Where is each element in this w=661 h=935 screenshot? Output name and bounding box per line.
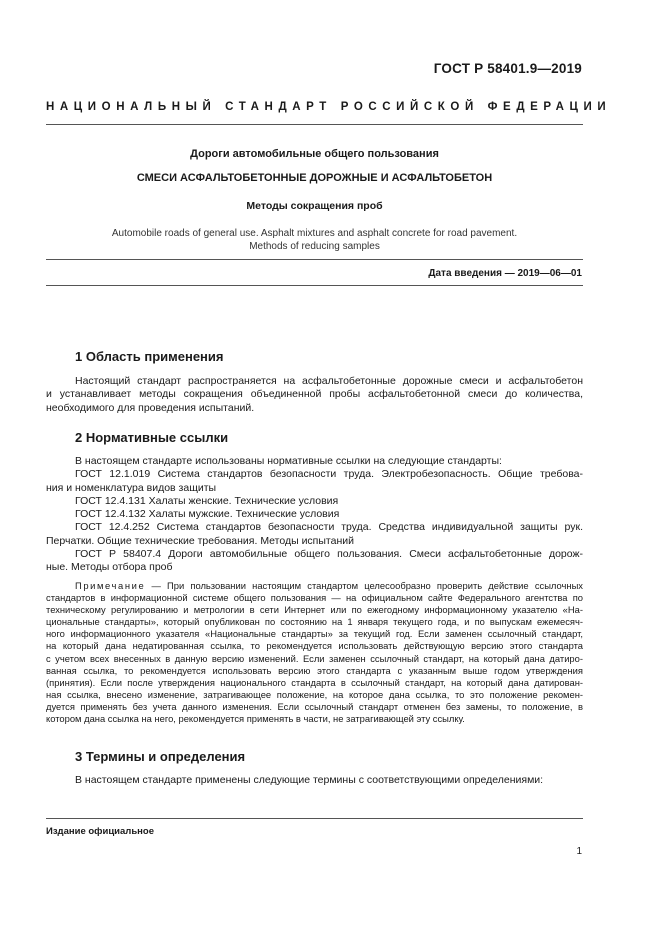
reference-gost-12-4-252: ГОСТ 12.4.252 Система стандартов безопасности труда. Средства индивидуальной защиты рук. — [75, 521, 583, 534]
section-1-line: Настоящий стандарт распространяется на асфальтобетонные дорожные смеси и асфальтобетон — [75, 375, 583, 387]
reference-gost-r-58407-4: ГОСТ Р 58407.4 Дороги автомобильные общего пользования. Смеси асфальтобетонные дорож- — [75, 548, 583, 561]
section-1-heading: 1 Область применения — [75, 349, 224, 364]
title-english-line-1: Automobile roads of general use. Asphalt mixtures and asphalt concrete for road pavement. — [111, 228, 518, 239]
section-2-line: Перчатки. Общие технические требования. Методы испытаний — [46, 534, 354, 547]
note-label: Примечание — [75, 580, 146, 591]
note-line: (принятия). Если после утверждения национального стандарта в ссылочный стандарт, на который дана датирован- — [46, 676, 583, 688]
title-english-line-2: Methods of reducing samples — [249, 241, 380, 252]
note-line: циональные стандарты», который опубликован по состоянию на 1 января текущего года, и по выпускам ежемесяч- — [46, 616, 583, 628]
reference-gost-12-1-019: ГОСТ 12.1.019 Система стандартов безопасности труда. Электробезопасность. Общие требова- — [75, 468, 583, 481]
section-2-line: В настоящем стандарте использованы нормативные ссылки на следующие стандарты: — [75, 455, 502, 467]
section-1-line: и устанавливает методы сокращения объединенной пробы асфальтобетонной смеси до количества, — [46, 388, 583, 401]
note-line: дуется применять без учета данного изменения. Если ссылочный стандарт отменен без замены, то положение, в — [46, 700, 583, 712]
page-number: 1 — [576, 846, 582, 857]
note-line: техническому регулированию и метрологии в сети Интернет или по ежегодному информационному указателю «На- — [46, 604, 583, 616]
introduction-date: Дата введения — 2019—06—01 — [428, 268, 582, 279]
section-2-heading: 2 Нормативные ссылки — [75, 430, 229, 445]
official-edition-label: Издание официальное — [46, 826, 154, 837]
note-line: ная ссылка, внесено изменение, затрагивающее положение, на которое дана ссылка, то это положение рекомен- — [46, 688, 583, 700]
note-line: на который дана недатированная ссылка, то рекомендуется использовать действующую версию этого стандарта — [46, 640, 583, 652]
section-1-line: необходимого для проведения испытаний. — [46, 401, 255, 414]
header-rule — [46, 124, 583, 125]
document-id: ГОСТ Р 58401.9—2019 — [433, 61, 582, 76]
title-methods: Методы сокращения проб — [246, 200, 383, 212]
section-3-text — [46, 774, 583, 787]
section-2-text — [46, 455, 583, 575]
section-3-line: В настоящем стандарте применены следующие термины с соответствующими определениями: — [75, 774, 544, 786]
section-2-line: ния и номенклатура видов защиты — [46, 481, 217, 494]
section-1-text — [46, 375, 583, 415]
note-line: с учетом всех внесенных в данную версию изменений. Если заменен ссылочный стандарт, на который дана датиро- — [46, 652, 583, 664]
reference-gost-12-4-132: ГОСТ 12.4.132 Халаты мужские. Технические условия — [75, 508, 340, 521]
note-line: котором дана ссылка на него, рекомендуется применять в части, не затрагивающей эту ссылку. — [46, 713, 465, 725]
section-2-line: ные. Методы отбора проб — [46, 561, 173, 574]
section-2-note — [46, 580, 583, 725]
national-standard-banner: НАЦИОНАЛЬНЫЙ СТАНДАРТ РОССИЙСКОЙ ФЕДЕРАЦИИ — [46, 101, 612, 113]
title-roads: Дороги автомобильные общего пользования — [190, 148, 439, 160]
title-english — [46, 227, 583, 253]
footer-rule — [46, 818, 583, 819]
note-line: стандартов в информационной системе общего пользования — на официальном сайте Федерального агентства по — [46, 592, 583, 604]
reference-gost-12-4-131: ГОСТ 12.4.131 Халаты женские. Технические условия — [75, 494, 339, 507]
note-first-line-text: — При пользовании настоящим стандартом целесообразно проверить действие ссылочных — [145, 580, 583, 591]
note-line: ного информационного указателя «Национальные стандарты» за текущий год. Если заменен ссылочный стандарт, — [46, 628, 583, 640]
date-rule — [46, 285, 583, 286]
title-rule — [46, 259, 583, 260]
note-line: ванная ссылка, то рекомендуется использовать версию этого стандарта с указанным выше годом утверждения — [46, 664, 583, 676]
title-main: СМЕСИ АСФАЛЬТОБЕТОННЫЕ ДОРОЖНЫЕ И АСФАЛЬТОБЕТОН — [136, 172, 493, 184]
section-3-heading: 3 Термины и определения — [75, 749, 246, 764]
note-first-line — [46, 580, 583, 592]
